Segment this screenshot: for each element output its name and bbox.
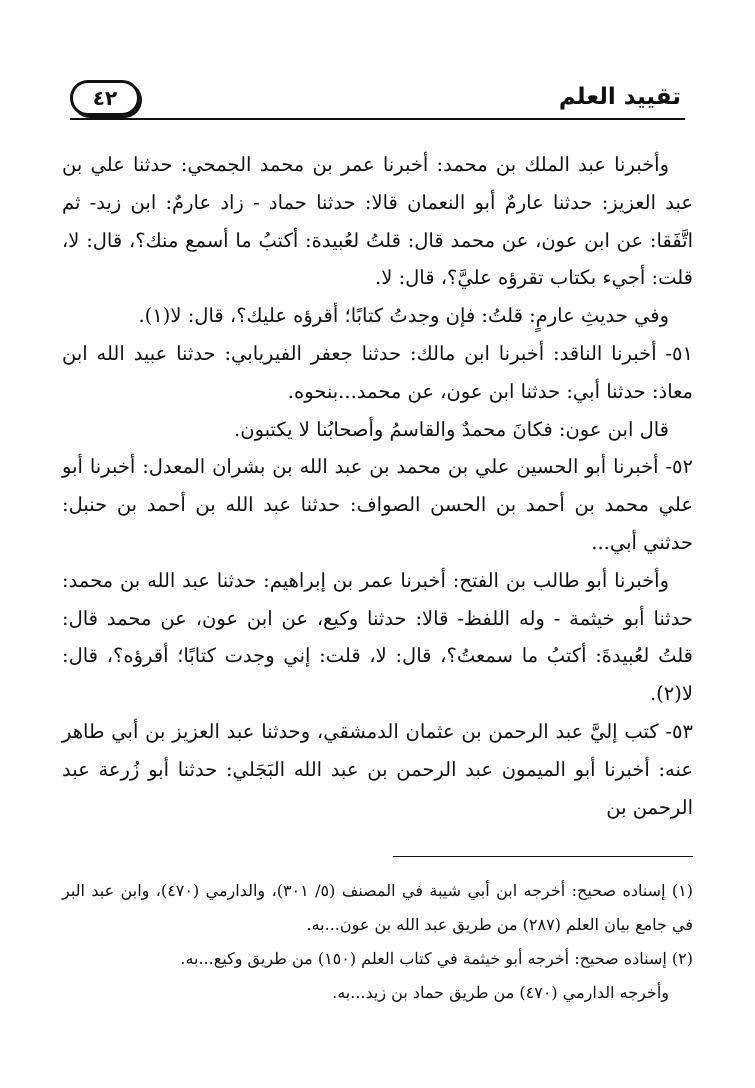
- header-rule: [70, 118, 685, 120]
- footnote: (١) إسناده صحيح: أخرجه ابن أبي شيبة في المصنف (٥/ ٣٠١)، والدارمي (٤٧٠)، وابن عبد البر في جامع بيان العلم (٢٨٧) من طريق عبد الله بن عون...به.: [62, 881, 694, 934]
- page-header: [70, 78, 685, 124]
- running-title: تقييد العلم: [558, 84, 681, 110]
- main-text: [62, 146, 693, 826]
- paragraph: ٥٣- كتب إليَّ عبد الرحمن بن عثمان الدمشقي، وحدثنا عبد العزيز بن أبي طاهر عنه: أخبرنا أبو الميمون عبد الرحمن بن عبد الله البَجَلي: حدثنا أبو زُرعة عبد الرحمن بن: [62, 719, 693, 819]
- footnote: (٢) إسناده صحيح: أخرجه أبو خيثمة في كتاب العلم (١٥٠) من طريق وكيع...به.: [180, 949, 693, 968]
- footnote: وأخرجه الدارمي (٤٧٠) من طريق حماد بن زيد...به.: [332, 983, 669, 1002]
- footnotes: [62, 874, 693, 1010]
- footnote-separator: [393, 856, 693, 857]
- paragraph: قال ابن عون: فكانَ محمدٌ والقاسمُ وأصحابُنا لا يكتبون.: [234, 417, 669, 441]
- page-number: ٤٢: [70, 80, 140, 116]
- paragraph: ٥١- أخبرنا الناقد: أخبرنا ابن مالك: حدثنا جعفر الفيريابي: حدثنا عبيد الله ابن معاذ: حدثنا أبي: حدثنا ابن عون، عن محمد...بنحوه.: [62, 341, 693, 403]
- paragraph: وأخبرنا عبد الملك بن محمد: أخبرنا عمر بن محمد الجمحي: حدثنا علي بن عبد العزيز: حدثنا عارمٌ أبو النعمان قالا: حدثنا حماد - زاد عارمٌ: ابن زيد- ثم اتَّفَقا: عن ابن عون، عن محمد قال: قلتُ لعُبيدة: أكتبُ ما أسمع منك؟، قال: لا، قلت: أجيء بكتاب تقرؤه عليَّ؟، قال: لا.: [62, 153, 693, 290]
- paragraph: وفي حديثِ عارمٍ: قلتُ: فإن وجدتُ كتابًا؛ أقرؤه عليك؟، قال: لا(١).: [138, 304, 669, 328]
- paragraph: ٥٢- أخبرنا أبو الحسين علي بن محمد بن عبد الله بن بشران المعدل: أخبرنا أبو علي محمد بن أحمد بن الحسن الصواف: حدثنا عبد الله بن أحمد بن حنبل: حدثني أبي...: [62, 455, 693, 554]
- paragraph: وأخبرنا أبو طالب بن الفتح: أخبرنا عمر بن إبراهيم: حدثنا عبد الله بن محمد: حدثنا أبو خيثمة - وله اللفظ- قالا: حدثنا وكيع، عن ابن عون، عن محمد قال: قلتُ لعُبيدةَ: أكتبُ ما سمعتُ؟، قال: لا، قلت: إني وجدت كتابًا؛ أقرؤه؟، قال: لا(٢).: [62, 568, 693, 706]
